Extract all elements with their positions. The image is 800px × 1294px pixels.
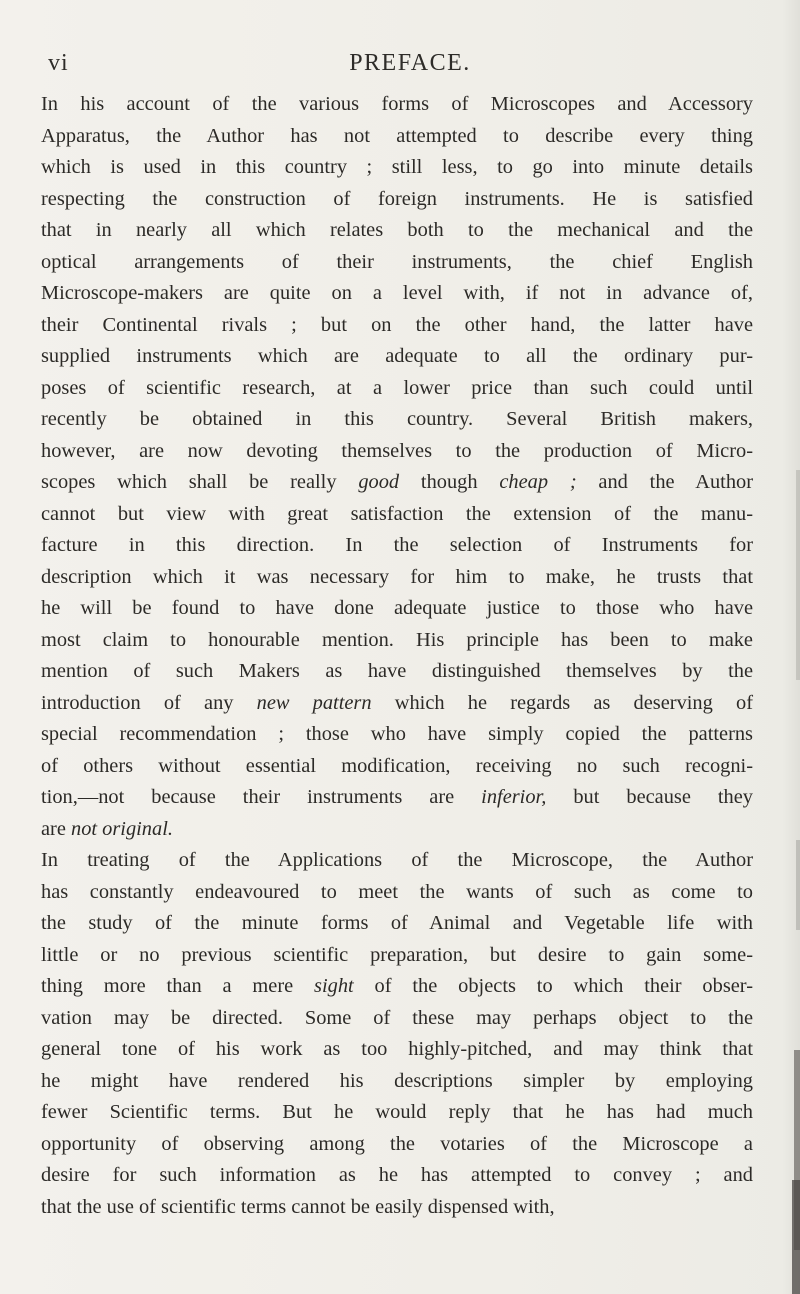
text-span: general tone of his work as too highly-pitched, and may think that (41, 1038, 753, 1060)
text-line (41, 1066, 753, 1098)
text-line (41, 1034, 753, 1066)
preface-body-text (41, 89, 753, 1223)
text-line (41, 908, 753, 940)
text-span: however, are now devoting themselves to the production of Micro- (41, 439, 753, 462)
text-span: he might have rendered his descriptions simpler by employing (41, 1069, 753, 1092)
text-line (41, 121, 753, 153)
text-line (41, 1160, 753, 1192)
text-span: desire for such information as he has attempted to convey ; and (41, 1164, 753, 1186)
text-line (41, 89, 753, 121)
text-span: are (41, 817, 71, 840)
text-span: In treating of the Applications of the Microscope, the Author (41, 849, 753, 871)
text-span: though (399, 471, 500, 493)
text-span: which is used in this country ; still less, to go into minute details (41, 156, 753, 178)
text-span: supplied instruments which are adequate to all the ordinary pur- (41, 345, 753, 367)
text-span: fewer Scientific terms. But he would reply that he has had much (41, 1101, 753, 1123)
page-edge-mark (796, 840, 800, 930)
text-line (41, 499, 753, 531)
text-span: vation may be directed. Some of these may perhaps object to the (41, 1006, 753, 1029)
text-line (41, 152, 753, 184)
page-edge-mark (792, 1180, 800, 1294)
text-span: little or no previous scientific preparation, but desire to gain some- (41, 943, 753, 966)
text-span: mention of such Makers as have distinguished themselves by the (41, 660, 753, 682)
page-header (40, 50, 780, 80)
text-line (41, 562, 753, 594)
text-line (41, 404, 753, 436)
text-span: opportunity of observing among the votaries of the Microscope a (41, 1132, 753, 1155)
text-line (41, 1097, 753, 1129)
text-line (41, 940, 753, 972)
page-number: vi (48, 50, 69, 76)
text-span: which he regards as deserving of (371, 691, 753, 714)
text-span: description which it was necessary for him to make, he trusts that (41, 565, 753, 588)
text-line (41, 814, 753, 846)
text-line (41, 782, 753, 814)
text-span: facture in this direction. In the selection of Instruments for (41, 534, 753, 556)
italic-text: sight (314, 975, 354, 997)
text-line (41, 247, 753, 279)
text-span: Apparatus, the Author has not attempted to describe every thing (41, 124, 753, 147)
text-span: In his account of the various forms of Microscopes and Accessory (41, 93, 753, 115)
text-span: and the Author (576, 471, 753, 493)
italic-text: not original. (71, 817, 173, 840)
text-span: of the objects to which their obser- (353, 975, 753, 997)
text-line (41, 845, 753, 877)
italic-text: good (358, 471, 400, 493)
italic-text: cheap ; (499, 471, 577, 493)
text-span: he will be found to have done adequate justice to those who have (41, 597, 753, 619)
text-line (41, 593, 753, 625)
text-span: introduction of any (41, 691, 257, 714)
text-span: recently be obtained in this country. Several British makers, (41, 408, 753, 430)
text-span: Microscope-makers are quite on a level with, if not in advance of, (41, 282, 753, 304)
text-line (41, 1129, 753, 1161)
text-span: that in nearly all which relates both to the mechanical and the (41, 219, 753, 241)
text-line (41, 278, 753, 310)
text-span: thing more than a mere (41, 975, 315, 997)
text-line (41, 688, 753, 720)
text-span: that the use of scientific terms cannot be easily dispensed with, (41, 1195, 555, 1218)
text-span: optical arrangements of their instruments, the chief English (41, 250, 753, 273)
text-line (41, 310, 753, 342)
text-line (41, 184, 753, 216)
text-line (41, 877, 753, 909)
text-span: the study of the minute forms of Animal and Vegetable life with (41, 912, 753, 934)
text-line (41, 719, 753, 751)
text-span: has constantly endeavoured to meet the wants of such as come to (41, 880, 753, 903)
text-span: of others without essential modification, receiving no such recogni- (41, 754, 753, 777)
text-line (41, 656, 753, 688)
text-line (41, 1003, 753, 1035)
text-line (41, 436, 753, 468)
text-line (41, 341, 753, 373)
text-line (41, 530, 753, 562)
text-line (41, 215, 753, 247)
text-span: respecting the construction of foreign instruments. He is satisfied (41, 187, 753, 210)
text-span: but because they (546, 786, 753, 808)
text-line (41, 971, 753, 1003)
text-span: cannot but view with great satisfaction the extension of the manu- (41, 502, 753, 525)
text-span: scopes which shall be really (41, 471, 359, 493)
italic-text: new pattern (256, 691, 372, 714)
text-span: poses of scientific research, at a lower price than such could until (41, 376, 753, 399)
text-line (41, 1192, 753, 1224)
running-head: PREFACE. (349, 50, 471, 76)
text-span: most claim to honourable mention. His principle has been to make (41, 628, 753, 651)
text-span: special recommendation ; those who have simply copied the patterns (41, 723, 753, 745)
text-line (41, 467, 753, 499)
page-edge-mark (796, 470, 800, 680)
italic-text: inferior, (481, 786, 547, 808)
text-span: their Continental rivals ; but on the other hand, the latter have (41, 313, 753, 336)
text-span: tion,—not because their instruments are (41, 786, 482, 808)
text-line (41, 373, 753, 405)
text-line (41, 751, 753, 783)
text-line (41, 625, 753, 657)
